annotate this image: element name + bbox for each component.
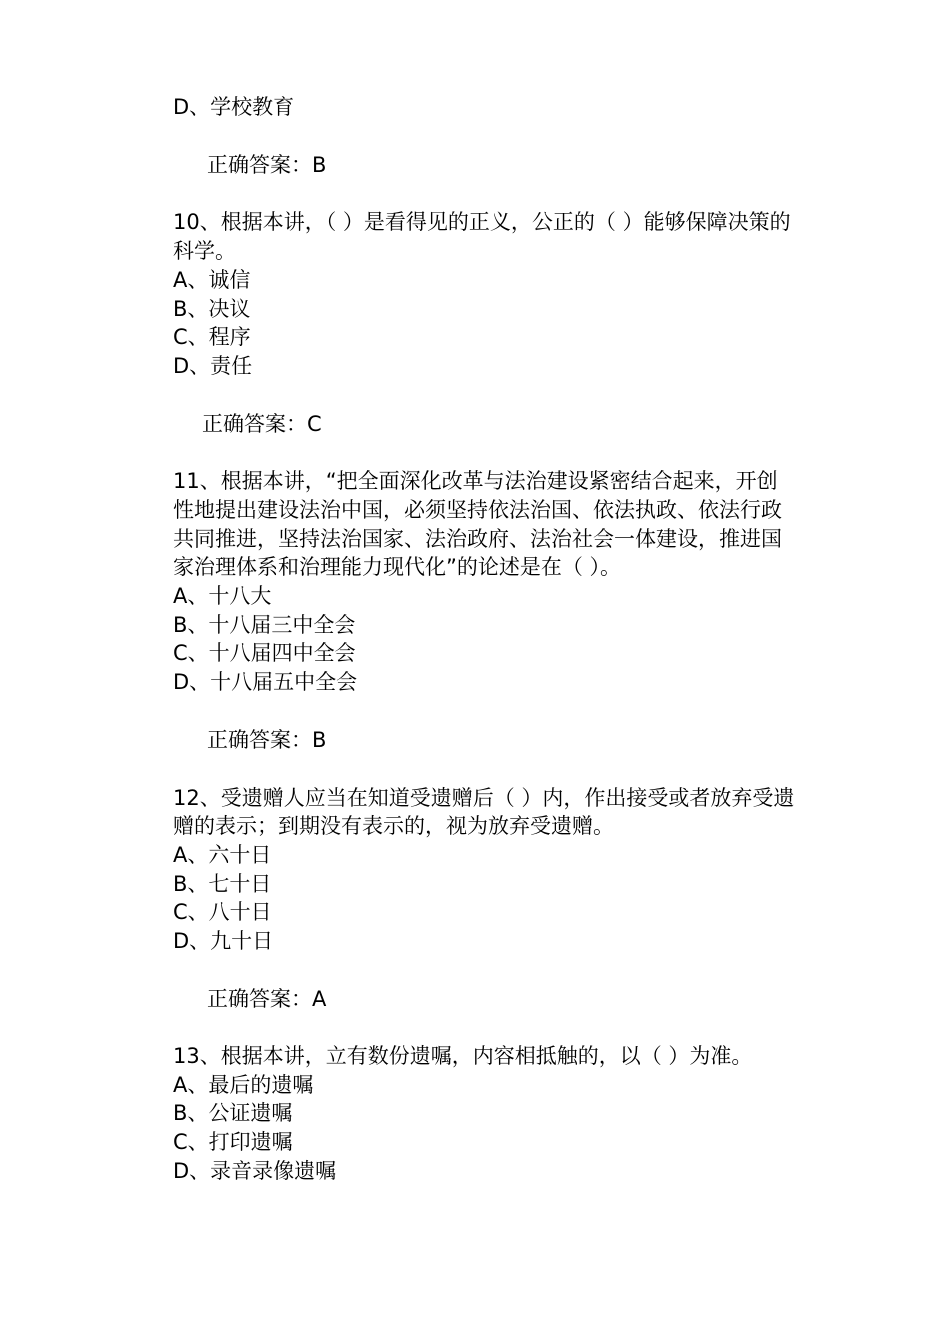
question-10-option-b: B、决议 — [173, 297, 251, 321]
question-10-option-a: A、诚信 — [173, 268, 251, 292]
question-11-line-4: 家治理体系和治理能力现代化”的论述是在（ ）。 — [173, 555, 622, 579]
question-13-option-d: D、录音录像遗嘱 — [173, 1159, 337, 1183]
question-10-correct-answer: 正确答案：C — [202, 412, 322, 436]
question-12-option-c: C、八十日 — [173, 900, 272, 924]
question-13-line-1: 13、根据本讲，立有数份遗嘱，内容相抵触的，以（ ）为准。 — [173, 1044, 753, 1068]
question-13-option-b: B、公证遗嘱 — [173, 1101, 293, 1125]
question-11-correct-answer: 正确答案：B — [207, 728, 327, 752]
correct-answer: 正确答案：B — [207, 153, 327, 177]
question-11-option-a: A、十八大 — [173, 584, 272, 608]
question-11-option-c: C、十八届四中全会 — [173, 641, 356, 665]
question-10-line-1: 10、根据本讲，（ ）是看得见的正义，公正的（ ）能够保障决策的 — [173, 210, 791, 234]
question-12-option-d: D、九十日 — [173, 929, 274, 953]
question-10-option-d: D、责任 — [173, 354, 253, 378]
question-11-option-d: D、十八届五中全会 — [173, 670, 358, 694]
question-13-option-a: A、最后的遗嘱 — [173, 1073, 314, 1097]
question-10-option-c: C、程序 — [173, 325, 251, 349]
question-12-line-1: 12、受遗赠人应当在知道受遗赠后（ ）内，作出接受或者放弃受遗 — [173, 786, 795, 810]
question-13-option-c: C、打印遗嘱 — [173, 1130, 293, 1154]
question-11-line-3: 共同推进，坚持法治国家、法治政府、法治社会一体建设，推进国 — [173, 527, 782, 551]
question-12-line-2: 赠的表示；到期没有表示的，视为放弃受遗赠。 — [173, 814, 614, 838]
option-d: D、学校教育 — [173, 95, 295, 119]
question-10-line-2: 科学。 — [173, 239, 236, 263]
question-12-option-b: B、七十日 — [173, 872, 272, 896]
question-11-option-b: B、十八届三中全会 — [173, 613, 356, 637]
question-12-option-a: A、六十日 — [173, 843, 272, 867]
question-11-line-1: 11、根据本讲，“把全面深化改革与法治建设紧密结合起来，开创 — [173, 469, 778, 493]
question-11-line-2: 性地提出建设法治中国，必须坚持依法治国、依法执政、依法行政 — [173, 498, 782, 522]
question-12-correct-answer: 正确答案：A — [207, 987, 327, 1011]
